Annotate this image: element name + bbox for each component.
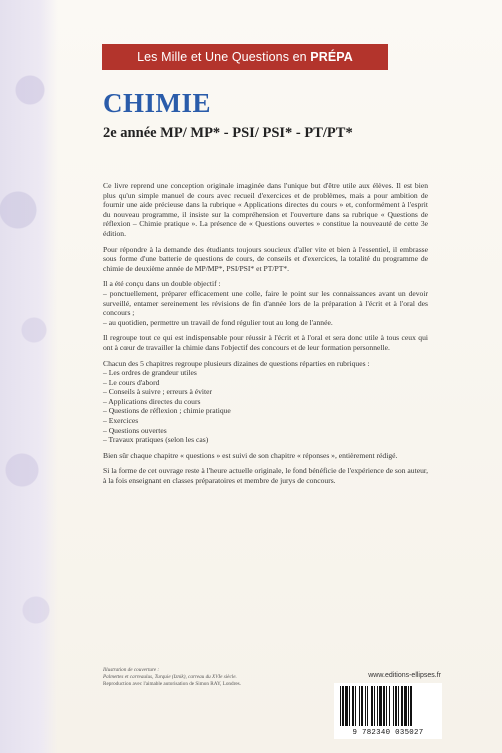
rubrique-list (103, 359, 428, 445)
barcode-bar (342, 686, 344, 726)
blurb-paragraph-1: Ce livre reprend une conception originale imaginée dans l'unique but d'être utile aux élèves. Il est bien plus qu'un simple manuel de cours avec recueil d'exercices et de problèmes, mais a pour ambition de fournir une aide précieuse dans la rubrique « Applications directes du cours » et, conformément à l'esprit du nouveau programme, il insiste sur la compréhension et l'ouverture dans sa rubrique « Questions de réflexion – Chimie pratique ». La présence de « Questions ouvertes » constitue la nouveauté de cette 3e édition. (103, 181, 428, 238)
blurb-paragraph-2: Pour répondre à la demande des étudiants toujours soucieux d'aller vite et bien à l'essentiel, il embrasse sous forme d'une batterie de questions de cours, de conseils et d'exercices, la totalité du programme de chimie de deuxième année de MP/MP*, PSI/PSI* et PT/PT*. (103, 244, 428, 273)
barcode-bar (371, 686, 373, 726)
barcode-bar (401, 686, 403, 726)
blurb-paragraph-6: Bien sûr chaque chapitre « questions » est suivi de son chapitre « réponses », entièrement rédigé. (103, 450, 398, 460)
credit-line: Illustration de couverture : (103, 667, 160, 673)
barcode-bars (334, 683, 442, 729)
barcode-bar (367, 686, 368, 726)
series-emphasis: PRÉPA (310, 50, 353, 64)
series-banner (102, 44, 388, 70)
barcode-bar (352, 686, 354, 726)
blurb-paragraph-7: Si la forme de cet ouvrage reste à l'heure actuelle originale, le fond bénéficie de l'expérience de son auteur, à la fois enseignant en classes préparatoires et membre de jurys de concours. (103, 466, 428, 486)
rubrique-item: – Conseils à suivre ; erreurs à éviter (103, 387, 213, 397)
barcode-bar (349, 686, 350, 726)
barcode-bar (410, 686, 412, 726)
barcode-bar (374, 686, 375, 726)
barcode-digits: 9 782340 035027 (352, 729, 424, 737)
credit-line: Palmettes et carreaulus, Turquie (Iznik), carreau du XVIe siècle. (103, 674, 237, 680)
barcode-bar (345, 686, 348, 726)
objectives-list (103, 279, 428, 327)
rubrique-intro: Chacun des 5 chapitres regroupe plusieurs dizaines de questions réparties en rubriques : (103, 358, 370, 368)
barcode-bar (389, 686, 390, 726)
barcode-bar (404, 686, 407, 726)
objectives-intro: Il a été conçu dans un double objectif : (103, 279, 221, 289)
barcode-bar (398, 686, 399, 726)
barcode-bar (340, 686, 341, 726)
objective-item: – au quotidien, permettre un travail de fond régulier tout au long de l'année. (103, 317, 333, 327)
publisher-website: www.editions-ellipses.fr (368, 672, 441, 679)
series-text: Les Mille et Une Questions en (137, 50, 307, 64)
rubrique-item: – Travaux pratiques (selon les cas) (103, 435, 209, 445)
barcode-bar (383, 686, 385, 726)
rubrique-item: – Exercices (103, 416, 139, 426)
rubrique-item: – Les ordres de grandeur utiles (103, 368, 197, 378)
barcode-bar (395, 686, 397, 726)
barcode-bar (361, 686, 363, 726)
rubrique-item: – Questions ouvertes (103, 425, 167, 435)
book-title: CHIMIE (103, 88, 212, 118)
cover-credits (103, 667, 303, 688)
barcode-bar (379, 686, 382, 726)
decorative-tile-band (0, 0, 58, 753)
barcode-bar (386, 686, 387, 726)
barcode-bar (359, 686, 360, 726)
blurb-paragraph-4: Il regroupe tout ce qui est indispensable pour réussir à l'écrit et à l'oral et sera donc utile à tous ceux qui ont à cœur de travailler la chimie dans l'objectif des concours et de leur formation personnelle. (103, 333, 428, 352)
rubrique-item: – Questions de réflexion ; chimie pratique (103, 406, 231, 416)
barcode-bar (377, 686, 378, 726)
barcode-bar (355, 686, 356, 726)
rubrique-item: – Applications directes du cours (103, 396, 201, 406)
rubrique-item: – Le cours d'abord (103, 377, 160, 387)
credit-line: Reproduction avec l'aimable autorisation de Simon RAY, Londres. (103, 681, 241, 687)
blurb (103, 181, 428, 492)
isbn-barcode (334, 683, 442, 739)
barcode-bar (408, 686, 409, 726)
barcode-bar (365, 686, 366, 726)
book-subtitle: 2e année MP/ MP* - PSI/ PSI* - PT/PT* (103, 125, 353, 141)
objective-item: – ponctuellement, préparer efficacement une colle, faire le point sur les connaissances avant un devoir surveillé, entamer sereinement les révisions de fin d'année lors de la préparation à l'écrit et à l'oral des concours ; (103, 288, 428, 318)
barcode-bar (393, 686, 394, 726)
